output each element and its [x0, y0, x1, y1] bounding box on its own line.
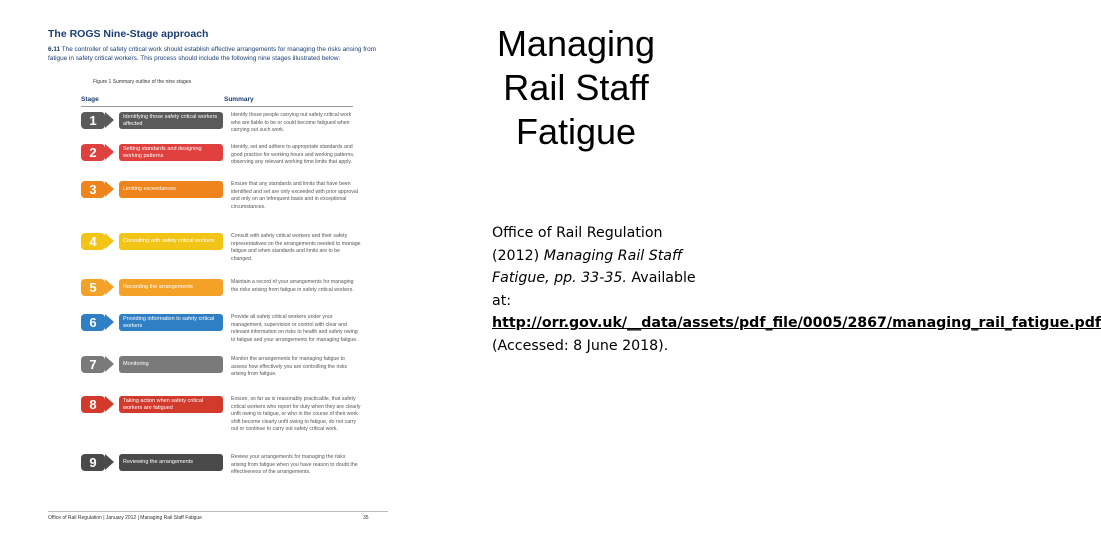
stage-summary: Ensure, so far as is reasonably practicable, that safety critical workers who report for duty when they are clearly unfit owing to fatigue, or who in the course of their work shift become clearly unfit owing to fatigue, do not carry out or continue to carry out safety critical work.: [231, 396, 361, 432]
ref-url-link[interactable]: http://orr.gov.uk/__data/assets/pdf_file/0005/2867/managing_rail_fatigue.pdf: [492, 315, 1101, 331]
stage-arrow-icon: [105, 279, 114, 295]
stage-summary: Review your arrangements for managing the risks arising from fatigue when you have reason to doubt the effectiveness of the arrangements.: [231, 454, 358, 475]
ref-available: Available at:: [492, 270, 696, 309]
intro-number: 6.11: [48, 46, 61, 53]
stage-summary: Identify, set and adhere to appropriate standards and good practice for working hours and working patterns, observing any relevant working time limits that apply.: [231, 144, 355, 165]
stage-summary: Ensure that any standards and limits that have been identified and set are only exceeded with prior approval and only on an infrequent basis and in exceptional circumstances.: [231, 181, 358, 210]
stage-label: Taking action when safety critical workers are fatigued: [119, 396, 223, 413]
stage-arrow-icon: [105, 356, 114, 372]
stage-label: Identifying those safety critical workers affected: [119, 112, 223, 129]
stage-arrow-icon: [105, 112, 114, 128]
stage-arrow-icon: [105, 181, 114, 197]
stage-label: Consulting with safety critical workers: [119, 233, 223, 250]
ref-author: Office of Rail Regulation (2012): [492, 225, 663, 264]
summary-column-header: Summary: [224, 96, 254, 103]
stage-number-badge: 7: [81, 356, 105, 373]
footer-divider: [48, 511, 388, 512]
reference-text: [492, 222, 1101, 357]
stage-number-badge: 5: [81, 279, 105, 296]
document-footer: Office of Rail Regulation | January 2012 | Managing Rail Staff Fatigue: [48, 515, 202, 521]
ref-title: Managing Rail Staff Fatigue,: [492, 247, 683, 286]
stage-summary: Maintain a record of your arrangements for managing the risks arising from fatigue in safety critical workers.: [231, 279, 354, 293]
stage-number-badge: 4: [81, 233, 105, 250]
stage-number-badge: 2: [81, 144, 105, 161]
ref-accessed: (Accessed: 8 June 2018).: [492, 337, 669, 354]
stage-label: Limiting exceedances: [119, 181, 223, 198]
stage-arrow-icon: [105, 454, 114, 470]
stage-label: Reviewing the arrangements: [119, 454, 223, 471]
ref-pages: pp. 33-35.: [554, 270, 627, 286]
header-divider: [81, 106, 353, 107]
stage-summary: Consult with safety critical workers and their safety representatives on the arrangements needed to manage fatigue and when standards and limits are to be changed.: [231, 233, 361, 262]
stage-number-badge: 9: [81, 454, 105, 471]
stage-column-header: Stage: [81, 96, 99, 103]
document-title: The ROGS Nine-Stage approach: [48, 28, 209, 40]
figure-caption: Figure 1 Summary outline of the nine stages: [93, 79, 192, 85]
stage-summary: Provide all safety critical workers under your management, supervision or control with clear and relevant information on risks to health and safety owing to fatigue and your arrangements for managing fatigue.: [231, 314, 358, 343]
stage-number-badge: 6: [81, 314, 105, 331]
stage-arrow-icon: [105, 314, 114, 330]
slide-title: Managing Rail Staff Fatigue: [496, 23, 656, 152]
page-number: 35: [363, 515, 369, 521]
stage-number-badge: 1: [81, 112, 105, 129]
stage-summary: Identify those people carrying out safety critical work who are liable to be or could become fatigued when carrying out such work.: [231, 112, 352, 133]
intro-text: The controller of safety critical work should establish effective arrangements for managing the risks arising from fatigue in safety critical workers. This process should include the following nine stages illustrated below:: [48, 46, 376, 62]
stage-label: Monitoring: [119, 356, 223, 373]
stage-label: Setting standards and designing working patterns: [119, 144, 223, 161]
stage-label: Recording the arrangements: [119, 279, 223, 296]
stage-summary: Monitor the arrangements for managing fatigue to assess how effectively you are controlling the risks arising from fatigue.: [231, 356, 348, 377]
stage-arrow-icon: [105, 396, 114, 412]
document-image: [8, 8, 400, 528]
stage-number-badge: 3: [81, 181, 105, 198]
stage-number-badge: 8: [81, 396, 105, 413]
stage-label: Providing information to safety critical workers: [119, 314, 223, 331]
document-intro: [48, 46, 388, 63]
stage-arrow-icon: [105, 144, 114, 160]
stage-arrow-icon: [105, 233, 114, 249]
